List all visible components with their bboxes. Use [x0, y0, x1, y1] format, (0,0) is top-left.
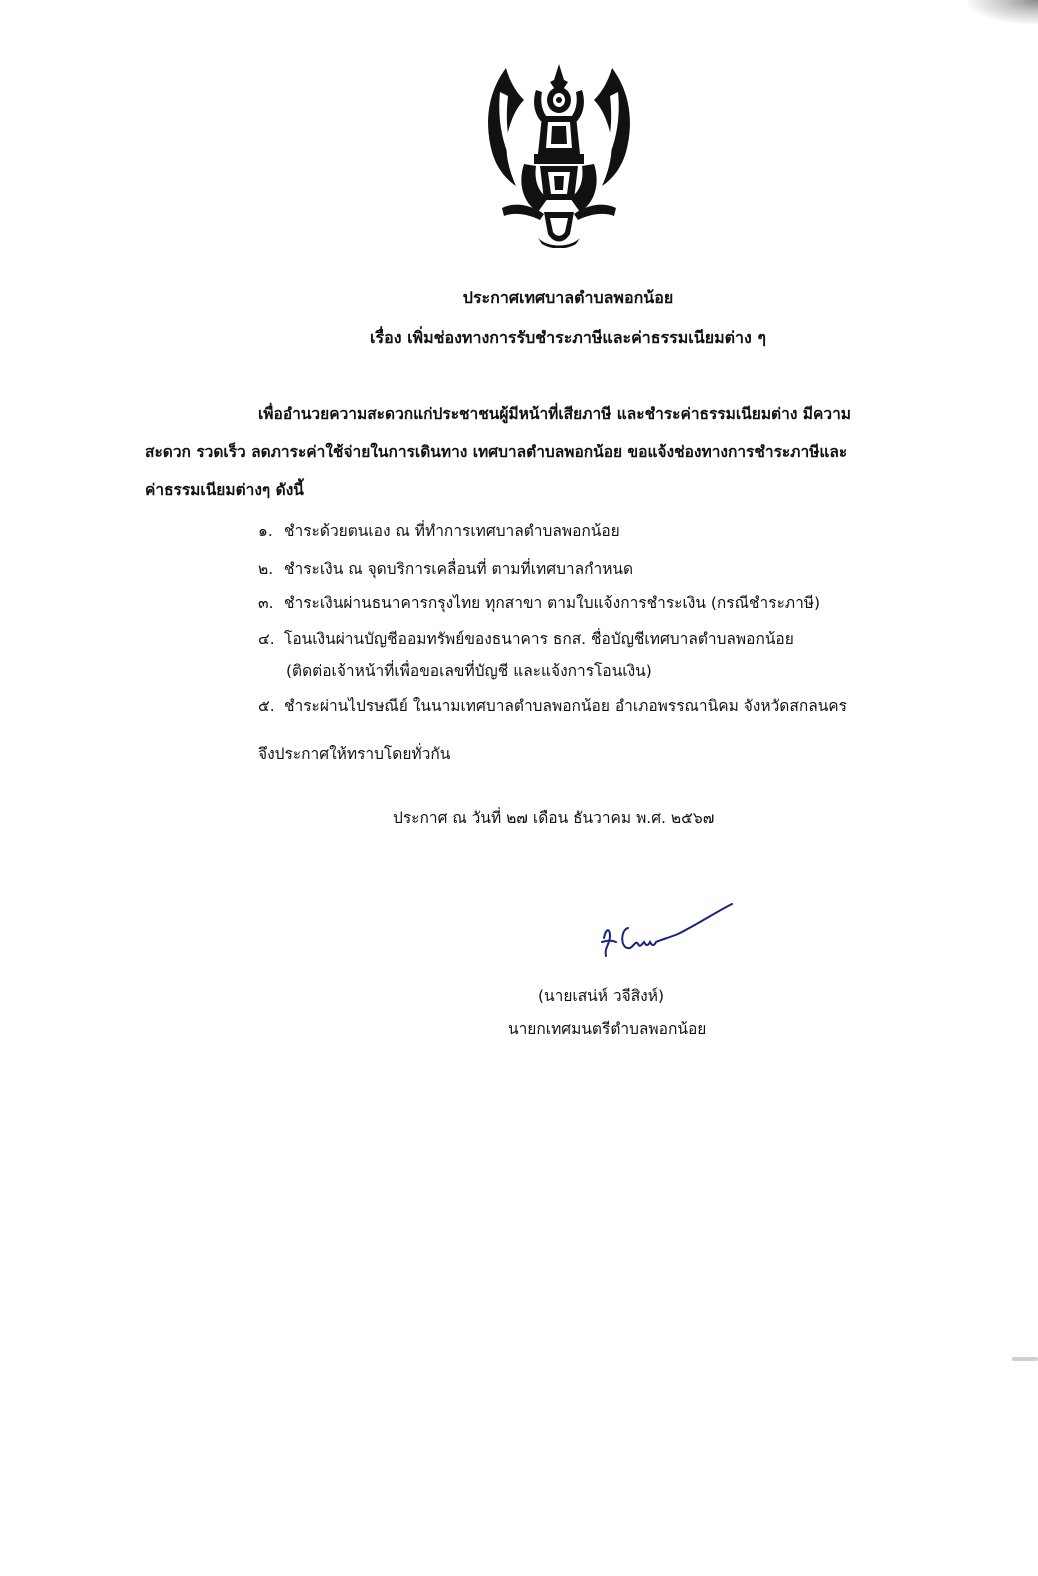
closing-statement: จึงประกาศให้ทราบโดยทั่วกัน	[258, 745, 451, 763]
list-item-text: ชำระผ่านไปรษณีย์ ในนามเทศบาลตำบลพอกน้อย อำเภอพรรณานิคม จังหวัดสกลนคร	[284, 697, 847, 715]
list-item-text: โอนเงินผ่านบัญชีออมทรัพย์ของธนาคาร ธกส. ชื่อบัญชีเทศบาลตำบลพอกน้อย	[284, 630, 794, 648]
list-item-number: ๒.	[258, 560, 274, 578]
list-item-number: ๔.	[258, 630, 275, 648]
list-item-note: (ติดต่อเจ้าหน้าที่เพื่อขอเลขที่บัญชี และแจ้งการโอนเงิน)	[286, 662, 652, 680]
list-item	[258, 693, 847, 718]
list-item	[258, 590, 820, 615]
list-item	[258, 626, 794, 651]
list-item	[258, 556, 633, 581]
scan-mark	[1012, 1357, 1038, 1361]
intro-line-1: เพื่ออำนวยความสะดวกแก่ประชาชนผู้มีหน้าที่เสียภาษี และชำระค่าธรรมเนียมต่าง มีความ	[258, 405, 851, 423]
signer-title: นายกเทศมนตรีตำบลพอกน้อย	[508, 1020, 707, 1038]
list-item	[258, 518, 620, 543]
list-item-text: ชำระเงินผ่านธนาคารกรุงไทย ทุกสาขา ตามใบแจ้งการชำระเงิน (กรณีชำระภาษี)	[284, 594, 821, 612]
handwritten-signature	[598, 898, 738, 960]
list-item-number: ๕.	[258, 697, 275, 715]
list-item-text: ชำระเงิน ณ จุดบริการเคลื่อนที่ ตามที่เทศบาลกำหนด	[284, 560, 634, 578]
intro-line-2: สะดวก รวดเร็ว ลดภาระค่าใช้จ่ายในการเดินทาง เทศบาลตำบลพอกน้อย ขอแจ้งช่องทางการชำระภาษีและ	[145, 443, 848, 461]
announcement-title: ประกาศเทศบาลตำบลพอกน้อย	[462, 288, 674, 307]
garuda-emblem-icon	[478, 62, 640, 248]
signer-name: (นายเสน่ห์ วจีสิงห์)	[538, 987, 665, 1005]
list-item-text: ชำระด้วยตนเอง ณ ที่ทำการเทศบาลตำบลพอกน้อย	[284, 522, 620, 540]
announcement-subject: เรื่อง เพิ่มช่องทางการรับชำระภาษีและค่าธรรมเนียมต่าง ๆ	[370, 328, 766, 347]
scan-corner-shadow	[968, 0, 1038, 24]
intro-line-3: ค่าธรรมเนียมต่างๆ ดังนี้	[145, 481, 304, 499]
list-item-number: ๑.	[258, 522, 273, 540]
announcement-date: ประกาศ ณ วันที่ ๒๗ เดือน ธันวาคม พ.ศ. ๒๕๖๗	[393, 809, 715, 827]
list-item-number: ๓.	[258, 594, 274, 612]
